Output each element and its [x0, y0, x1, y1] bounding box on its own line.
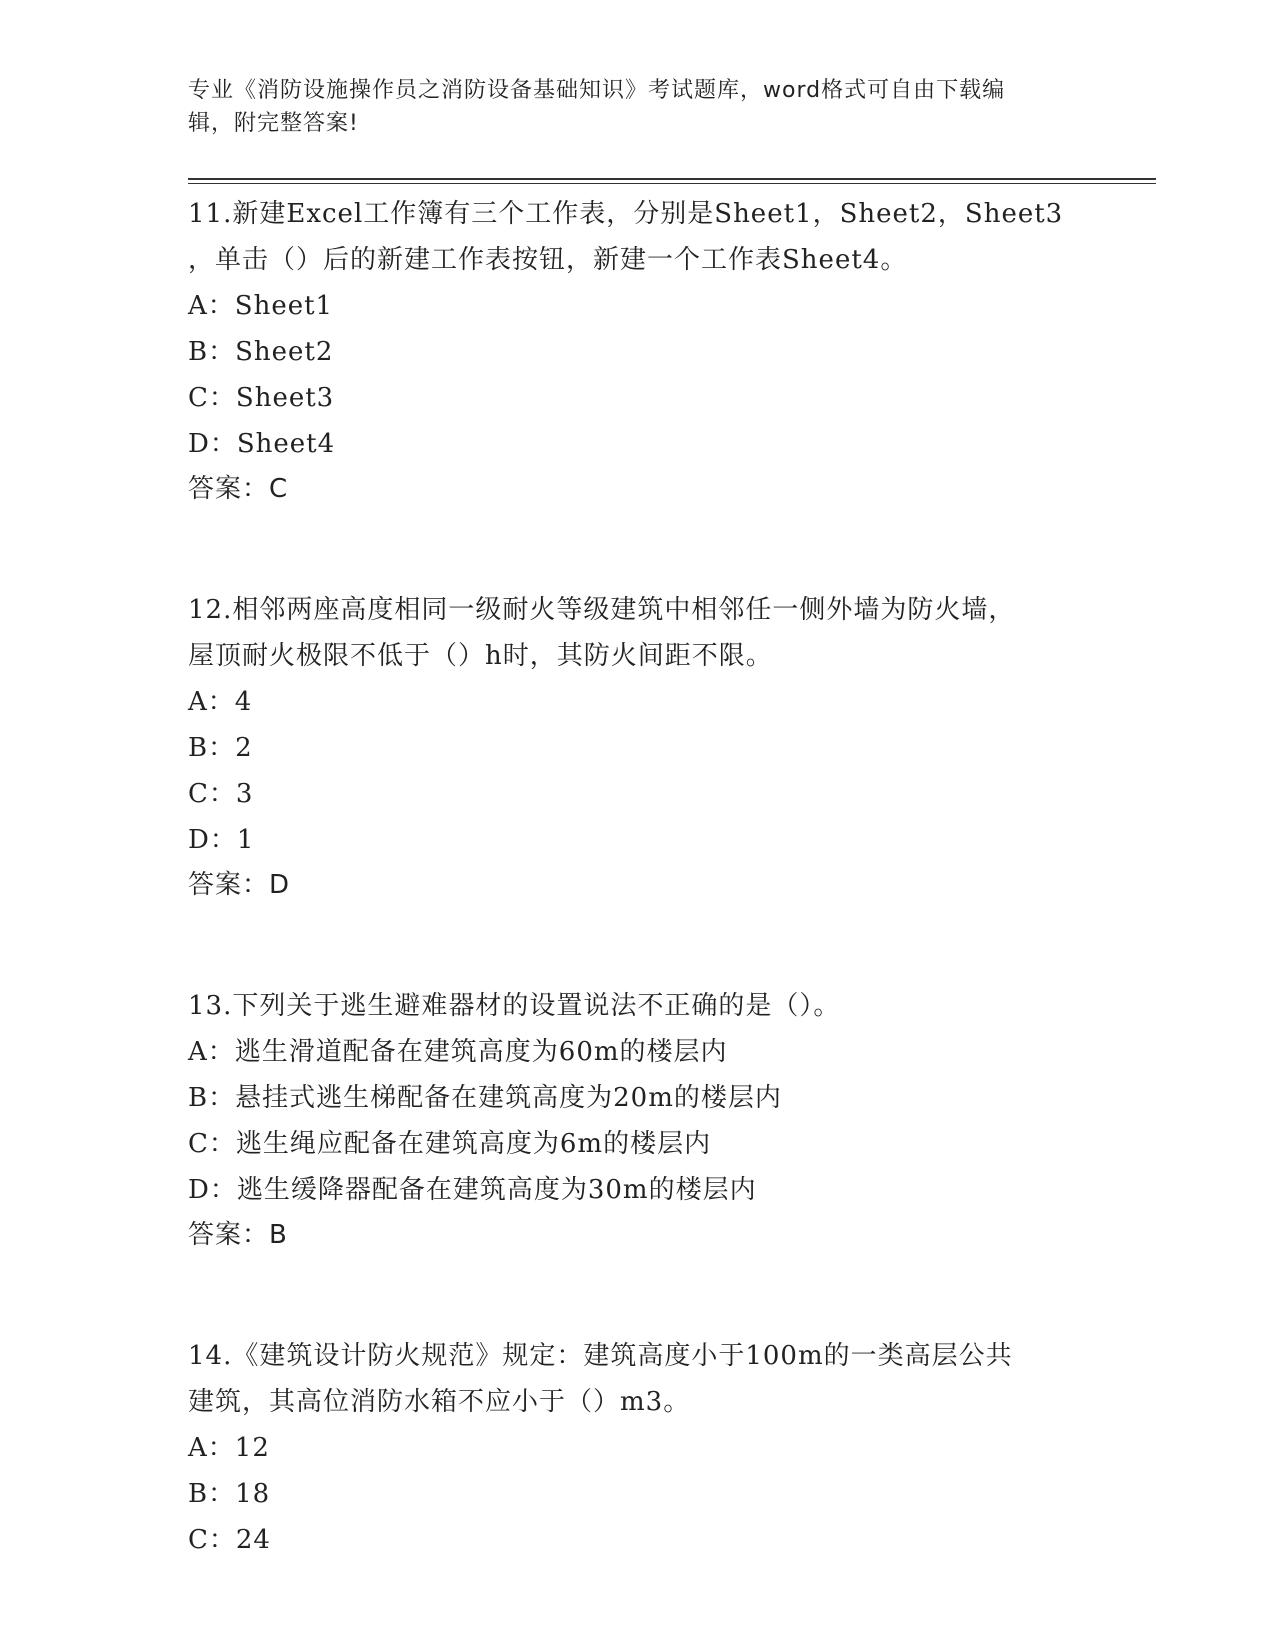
- question-stem-line: 建筑，其高位消防水箱不应小于（）m3。: [188, 1387, 691, 1417]
- question-14: [188, 1333, 1128, 1563]
- option-c: C：逃生绳应配备在建筑高度为6m的楼层内: [188, 1129, 712, 1159]
- header-divider-thin: [188, 183, 1156, 184]
- question-list: [188, 191, 1128, 1563]
- question-13: [188, 983, 1128, 1257]
- option-a: A：Sheet1: [188, 291, 334, 321]
- option-d: D：1: [188, 825, 255, 855]
- option-b: B：悬挂式逃生梯配备在建筑高度为20m的楼层内: [188, 1083, 782, 1113]
- document-header: [188, 74, 1088, 140]
- option-a: A：逃生滑道配备在建筑高度为60m的楼层内: [188, 1037, 728, 1067]
- question-stem-line: 11.新建Excel工作簿有三个工作表，分别是Sheet1，Sheet2，Sheet3: [188, 199, 1064, 229]
- answer-line: 答案：D: [188, 870, 291, 900]
- option-b: B：18: [188, 1479, 271, 1509]
- question-stem-line: 屋顶耐火极限不低于（）h时，其防火间距不限。: [188, 641, 773, 671]
- question-stem-line: 14.《建筑设计防火规范》规定：建筑高度小于100m的一类高层公共: [188, 1341, 1013, 1371]
- answer-line: 答案：C: [188, 474, 289, 504]
- option-b: B：Sheet2: [188, 337, 334, 367]
- header-divider-thick: [188, 178, 1156, 180]
- option-d: D：逃生缓降器配备在建筑高度为30m的楼层内: [188, 1175, 757, 1205]
- question-11: [188, 191, 1128, 511]
- option-c: C：3: [188, 779, 254, 809]
- question-stem-line: 13.下列关于逃生避难器材的设置说法不正确的是（）。: [188, 991, 841, 1021]
- option-c: C：24: [188, 1525, 271, 1555]
- header-line-2: 辑，附完整答案!: [188, 111, 359, 136]
- question-stem-line: 12.相邻两座高度相同一级耐火等级建筑中相邻任一侧外墙为防火墙，: [188, 595, 1016, 625]
- answer-line: 答案：B: [188, 1220, 288, 1250]
- option-b: B：2: [188, 733, 253, 763]
- header-line-1: 专业《消防设施操作员之消防设备基础知识》考试题库，word格式可自由下载编: [188, 78, 1006, 103]
- option-a: A：4: [188, 687, 253, 717]
- question-stem-line: ，单击（）后的新建工作表按钮，新建一个工作表Sheet4。: [188, 245, 908, 275]
- option-a: A：12: [188, 1433, 270, 1463]
- option-d: D：Sheet4: [188, 429, 336, 459]
- option-c: C：Sheet3: [188, 383, 335, 413]
- question-12: [188, 587, 1128, 907]
